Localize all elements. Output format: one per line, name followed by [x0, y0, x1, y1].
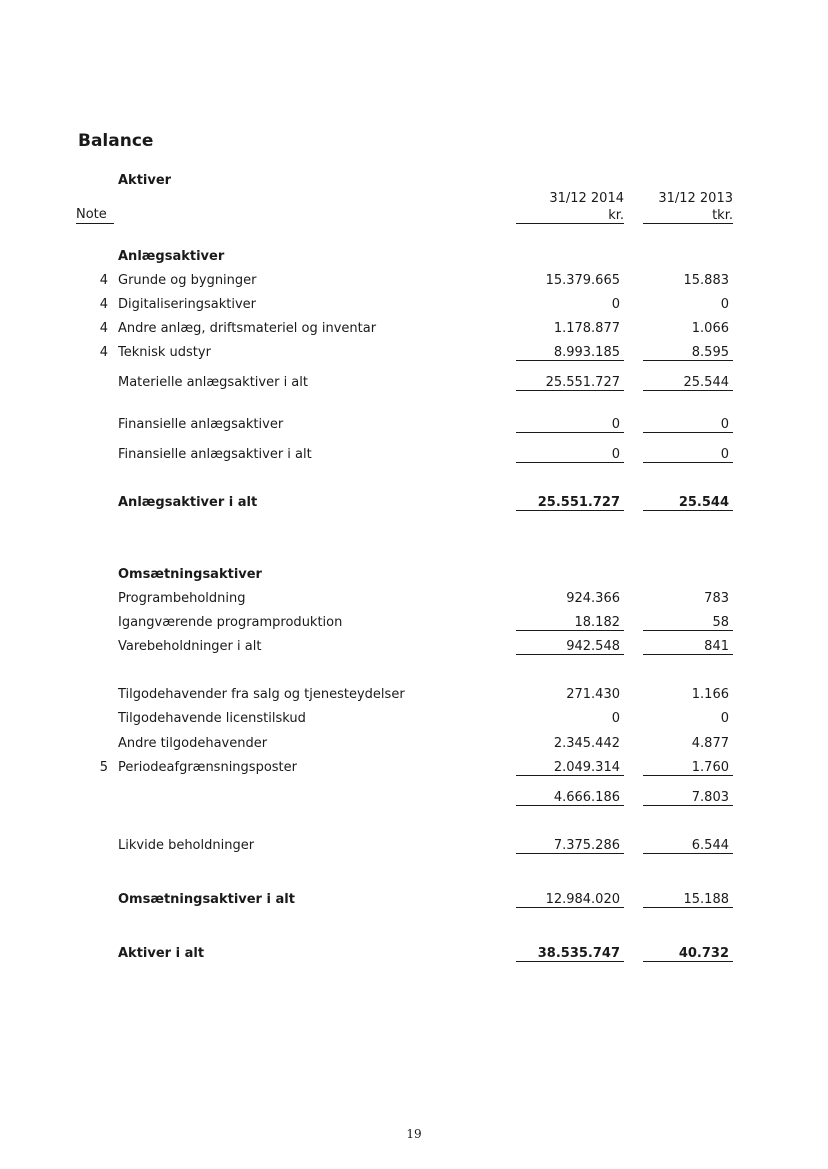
row-value-2013: 0	[720, 297, 729, 312]
row-label: Tilgodehavender fra salg og tjenesteydelser	[118, 687, 405, 702]
row-value-2014: 2.049.314	[516, 760, 624, 776]
subtitle-aktiver: Aktiver	[118, 173, 172, 188]
row-label: Grunde og bygninger	[118, 273, 257, 288]
subtotal-row	[0, 375, 828, 393]
row-label: Finansielle anlægsaktiver	[118, 417, 284, 432]
row-value-2013: 0	[643, 447, 733, 463]
row-value-2013: 58	[643, 615, 733, 631]
row-value-2014: 15.379.665	[545, 273, 620, 288]
grand-total-row	[0, 946, 828, 964]
row-value-2014: 4.666.186	[516, 790, 624, 806]
row-value-2013: 0	[643, 417, 733, 433]
row-label: Aktiver i alt	[118, 946, 205, 961]
table-row	[0, 321, 828, 339]
table-row	[0, 760, 828, 778]
row-label: Periodeafgrænsningsposter	[118, 760, 297, 775]
row-value-2014: 271.430	[566, 687, 620, 702]
row-value-2013: 841	[643, 639, 733, 655]
col1-year: 31/12 2014	[549, 191, 624, 206]
row-label: Teknisk udstyr	[118, 345, 211, 360]
row-value-2014: 2.345.442	[553, 736, 620, 751]
total-row	[0, 892, 828, 910]
row-label: Varebeholdninger i alt	[118, 639, 262, 654]
row-label: Finansielle anlægsaktiver i alt	[118, 447, 312, 462]
page-title: Balance	[78, 131, 154, 151]
row-value-2013: 0	[720, 711, 729, 726]
row-value-2013: 25.544	[643, 375, 733, 391]
subtotal-row	[0, 447, 828, 465]
total-row	[0, 495, 828, 513]
subtotal-row	[0, 639, 828, 657]
row-note: 4	[99, 297, 108, 312]
table-row	[0, 297, 828, 315]
row-label: Anlægsaktiver i alt	[118, 495, 258, 510]
table-row	[0, 591, 828, 609]
table-row	[0, 417, 828, 435]
row-label: Omsætningsaktiver i alt	[118, 892, 295, 907]
row-value-2014: 25.551.727	[516, 495, 624, 511]
row-value-2014: 18.182	[516, 615, 624, 631]
row-label: Materielle anlægsaktiver i alt	[118, 375, 308, 390]
row-label: Andre anlæg, driftsmateriel og inventar	[118, 321, 377, 336]
table-row	[0, 345, 828, 363]
table-row	[0, 736, 828, 754]
row-value-2013: 1.066	[691, 321, 729, 336]
page-number: 19	[406, 1127, 422, 1141]
row-label: Likvide beholdninger	[118, 838, 255, 853]
col1-unit: kr.	[516, 208, 624, 224]
row-value-2013: 15.188	[643, 892, 733, 908]
row-value-2014: 0	[611, 297, 620, 312]
row-value-2014: 0	[611, 711, 620, 726]
row-label: Andre tilgodehavender	[118, 736, 268, 751]
row-value-2014: 0	[516, 447, 624, 463]
note-column-header: Note	[76, 207, 114, 224]
row-value-2013: 4.877	[691, 736, 729, 751]
row-value-2013: 1.166	[691, 687, 729, 702]
row-value-2014: 1.178.877	[553, 321, 620, 336]
row-value-2013: 15.883	[683, 273, 729, 288]
table-row	[0, 273, 828, 291]
table-row	[0, 711, 828, 729]
row-label: Programbeholdning	[118, 591, 246, 606]
table-row	[0, 615, 828, 633]
row-value-2013: 7.803	[643, 790, 733, 806]
row-value-2014: 12.984.020	[516, 892, 624, 908]
table-row	[0, 687, 828, 705]
row-value-2014: 0	[516, 417, 624, 433]
section-anlaegsaktiver: Anlægsaktiver	[118, 249, 225, 264]
table-row	[0, 838, 828, 856]
row-value-2014: 8.993.185	[516, 345, 624, 361]
col2-year: 31/12 2013	[658, 191, 733, 206]
row-value-2013: 783	[704, 591, 729, 606]
row-note: 5	[99, 760, 108, 775]
row-label: Igangværende programproduktion	[118, 615, 343, 630]
row-value-2013: 1.760	[643, 760, 733, 776]
row-note: 4	[99, 321, 108, 336]
row-value-2014: 38.535.747	[516, 946, 624, 962]
row-value-2013: 25.544	[643, 495, 733, 511]
row-value-2014: 7.375.286	[516, 838, 624, 854]
row-value-2014: 942.548	[516, 639, 624, 655]
section-omsaetningsaktiver: Omsætningsaktiver	[118, 567, 262, 582]
subtotal-row	[0, 790, 828, 808]
row-note: 4	[99, 273, 108, 288]
row-value-2014: 25.551.727	[516, 375, 624, 391]
row-note: 4	[99, 345, 108, 360]
col2-unit: tkr.	[643, 208, 733, 224]
row-label: Tilgodehavende licenstilskud	[118, 711, 306, 726]
row-value-2013: 40.732	[643, 946, 733, 962]
row-value-2013: 6.544	[643, 838, 733, 854]
row-value-2014: 924.366	[566, 591, 620, 606]
row-label: Digitaliseringsaktiver	[118, 297, 257, 312]
row-value-2013: 8.595	[643, 345, 733, 361]
